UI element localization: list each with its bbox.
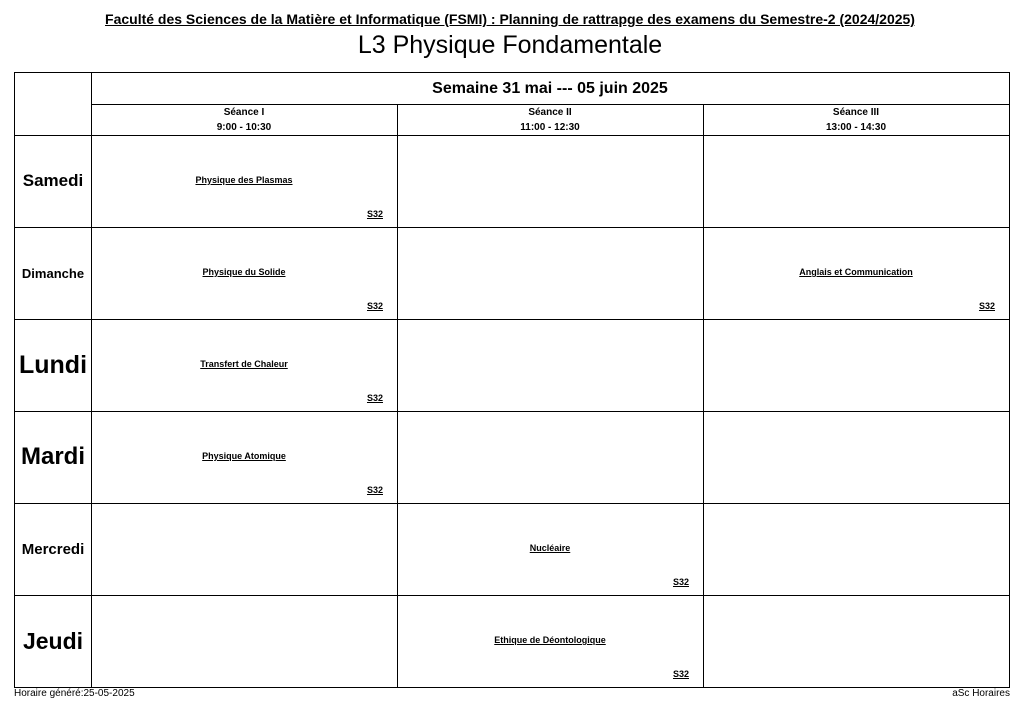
seance-time: 9:00 - 10:30	[216, 122, 272, 133]
grid-line	[703, 104, 704, 687]
exam-subject: Physique Atomique	[202, 451, 286, 461]
software-credit: aSc Horaires	[952, 688, 1010, 699]
exam-subject: Anglais et Communication	[799, 267, 913, 277]
timetable-grid	[14, 72, 1010, 688]
exam-room: S32	[366, 393, 383, 403]
exam-cell	[397, 503, 703, 595]
exam-room: S32	[366, 301, 383, 311]
exam-room: S32	[366, 485, 383, 495]
exam-cell	[397, 595, 703, 687]
exam-room: S32	[978, 301, 995, 311]
document-title: Faculté des Sciences de la Matière et Informatique (FSMI) : Planning de rattrapge des examens du Semestre-2 (2024/2025)	[105, 11, 915, 27]
exam-subject: Ethique de Déontologique	[494, 635, 606, 645]
day-label-jeudi: Jeudi	[22, 627, 84, 654]
exam-subject: Physique des Plasmas	[195, 175, 293, 185]
generated-date: Horaire généré:25-05-2025	[14, 688, 135, 699]
seance-header-1	[91, 104, 397, 135]
day-label-samedi: Samedi	[22, 171, 84, 190]
day-label-mardi: Mardi	[20, 443, 85, 470]
seance-header-2	[397, 104, 703, 135]
seance-header-3	[703, 104, 1009, 135]
exam-room: S32	[672, 669, 689, 679]
seance-label: Séance III	[832, 107, 880, 118]
program-title: L3 Physique Fondamentale	[357, 31, 663, 59]
day-label-lundi: Lundi	[18, 350, 88, 379]
day-label-mercredi: Mercredi	[21, 540, 85, 558]
exam-room: S32	[366, 209, 383, 219]
exam-subject: Nucléaire	[529, 543, 571, 553]
week-header: Semaine 31 mai --- 05 juin 2025	[432, 80, 668, 97]
seance-time: 13:00 - 14:30	[825, 122, 887, 133]
exam-cell	[91, 135, 397, 227]
seance-label: Séance I	[223, 107, 265, 118]
exam-room: S32	[672, 577, 689, 587]
exam-cell	[91, 411, 397, 503]
exam-cell	[91, 227, 397, 319]
exam-cell	[703, 227, 1009, 319]
exam-subject: Physique du Solide	[202, 267, 286, 277]
exam-cell	[91, 319, 397, 411]
exam-subject: Transfert de Chaleur	[200, 359, 288, 369]
day-label-dimanche: Dimanche	[21, 265, 85, 281]
seance-time: 11:00 - 12:30	[520, 122, 580, 133]
seance-label: Séance II	[528, 107, 572, 118]
